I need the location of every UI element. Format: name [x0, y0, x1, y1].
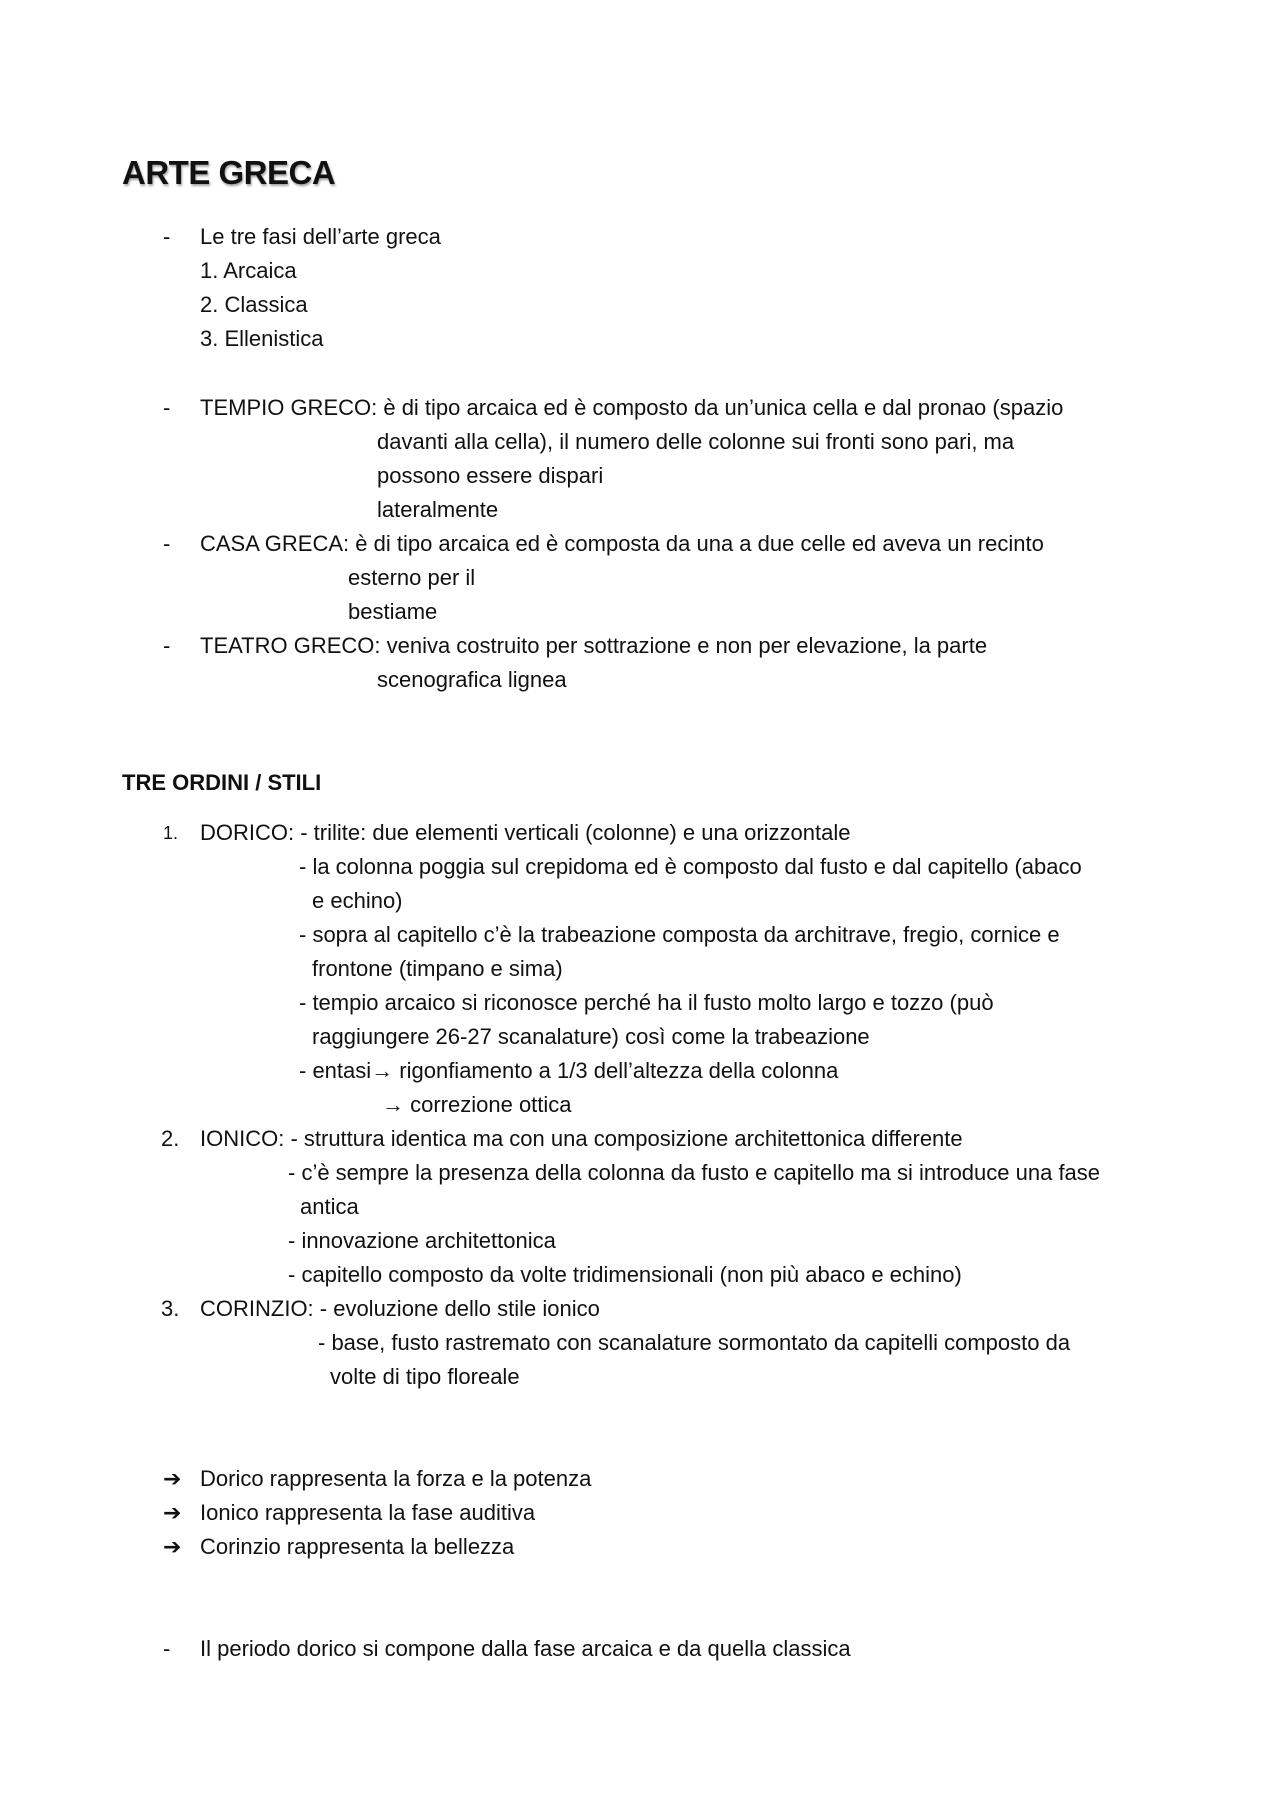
tempio-line: possono essere dispari	[377, 463, 604, 488]
ionico-line: - c’è sempre la presenza della colonna da fusto e capitello ma si introduce una fase	[288, 1160, 1101, 1185]
arrow-icon: →	[382, 1092, 404, 1117]
arrow-bullet-icon: ➔	[163, 1534, 182, 1559]
casa-line: bestiame	[348, 599, 438, 624]
periodo-text: Il periodo dorico si compone dalla fase arcaica e da quella classica	[200, 1636, 851, 1661]
ionico-line: - innovazione architettonica	[288, 1228, 556, 1253]
dorico-correzione	[382, 1090, 572, 1120]
corinzio-line: volte di tipo floreale	[330, 1364, 520, 1389]
ionico-line: IONICO: - struttura identica ma con una composizione architettonica differente	[200, 1126, 963, 1151]
list-number: 2.	[161, 1126, 180, 1151]
dorico-line: - la colonna poggia sul crepidoma ed è composto dal fusto e dal capitello (abaco	[299, 854, 1082, 879]
tempio-line: TEMPIO GRECO: è di tipo arcaica ed è composto da un’unica cella e dal pronao (spazio	[200, 395, 1064, 420]
dorico-line: - sopra al capitello c’è la trabeazione composta da architrave, fregio, cornice e	[299, 922, 1060, 947]
ionico-line: - capitello composto da volte tridimensionali (non più abaco e echino)	[288, 1262, 962, 1287]
dorico-entasi	[299, 1056, 838, 1086]
significato-item: Corinzio rappresenta la bellezza	[200, 1534, 515, 1559]
bullet-dash: -	[163, 633, 171, 658]
dorico-line: frontone (timpano e sima)	[312, 956, 563, 981]
corinzio-line: CORINZIO: - evoluzione dello stile ionico	[200, 1296, 600, 1321]
tempio-line: lateralmente	[377, 497, 499, 522]
ionico-line: antica	[300, 1194, 359, 1219]
tempio-line: davanti alla cella), il numero delle colonne sui fronti sono pari, ma	[377, 429, 1015, 454]
dorico-line: DORICO: - trilite: due elementi verticali (colonne) e una orizzontale	[200, 820, 851, 845]
bullet-dash: -	[163, 1636, 171, 1661]
arrow-icon: →	[371, 1058, 394, 1083]
bullet-dash: -	[163, 531, 171, 556]
dorico-line: - tempio arcaico si riconosce perché ha il fusto molto largo e tozzo (può	[299, 990, 994, 1015]
fase-item: 2. Classica	[200, 292, 308, 317]
section-heading: TRE ORDINI / STILI	[122, 770, 322, 795]
entasi-label: - entasi	[299, 1058, 372, 1083]
list-number: 1.	[163, 823, 179, 843]
arrow-bullet-icon: ➔	[163, 1500, 182, 1525]
bullet-dash: -	[163, 395, 171, 420]
casa-line: esterno per il	[348, 565, 476, 590]
significato-item: Dorico rappresenta la forza e la potenza	[200, 1466, 592, 1491]
page-title: ARTE GRECA	[122, 154, 336, 191]
fasi-intro: Le tre fasi dell’arte greca	[200, 224, 441, 249]
bullet-dash: -	[163, 224, 171, 249]
fase-item: 1. Arcaica	[200, 258, 297, 283]
entasi-text: rigonfiamento a 1/3 dell’altezza della colonna	[393, 1058, 839, 1083]
dorico-line: e echino)	[312, 888, 403, 913]
casa-line: CASA GRECA: è di tipo arcaica ed è composta da una a due celle ed aveva un recinto	[200, 531, 1044, 556]
significato-item: Ionico rappresenta la fase auditiva	[200, 1500, 536, 1525]
fase-item: 3. Ellenistica	[200, 326, 324, 351]
list-number: 3.	[161, 1296, 180, 1321]
dorico-line: raggiungere 26-27 scanalature) così come la trabeazione	[312, 1024, 870, 1049]
correzione-text: correzione ottica	[404, 1092, 572, 1117]
corinzio-line: - base, fusto rastremato con scanalature sormontato da capitelli composto da	[318, 1330, 1071, 1355]
teatro-line: scenografica lignea	[377, 667, 567, 692]
teatro-line: TEATRO GRECO: veniva costruito per sottrazione e non per elevazione, la parte	[200, 633, 988, 658]
arrow-bullet-icon: ➔	[163, 1466, 182, 1491]
